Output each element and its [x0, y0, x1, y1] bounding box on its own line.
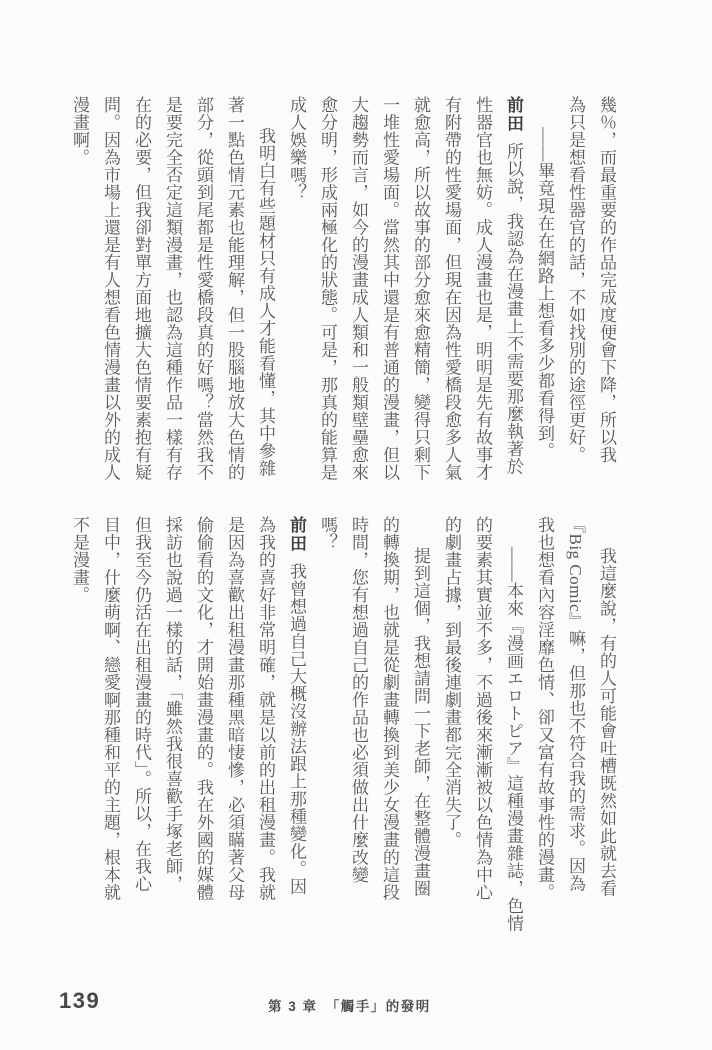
top-text-block [64, 96, 622, 490]
text-line [250, 516, 281, 910]
text-line [498, 516, 529, 932]
line-text: 我明白有些題材只有成人才能看懂，其中參雜 [256, 126, 275, 477]
line-text: 目中，什麼萌啊、戀愛啊那種和平的主題，根本就 [101, 516, 120, 901]
text-line [374, 516, 405, 910]
text-line [188, 516, 219, 910]
page-number: 139 [59, 988, 101, 1013]
dialogue-line [281, 516, 312, 910]
line-text: 成人娛樂嗎？ [287, 96, 306, 201]
chapter-title: 第 3 章 「觸手」的發明 [268, 999, 431, 1014]
line-text: 為只是想看性器官的話，不如找別的途徑更好。 [566, 96, 585, 464]
text-line [95, 96, 126, 490]
speaker-name: 前田 [287, 516, 306, 553]
line-text: 就愈高，所以故事的部分愈來愈精簡，變得只剩下 [411, 96, 430, 481]
line-text: 採訪也說過一樣的話，「雖然我很喜歡手塚老師， [163, 516, 182, 893]
line-text: ——畢竟現在在網路上想看多少都看得到。 [535, 126, 554, 460]
text-line [343, 96, 374, 490]
line-text: 為我的喜好非常明確，就是以前的出租漫畫。我就 [256, 516, 275, 901]
text-line [157, 516, 188, 910]
line-text: 我這麼說，有的人可能會吐槽既然如此就去看 [597, 546, 616, 897]
line-text: 我曾想過自己大概沒辦法跟上那種變化。因 [287, 562, 306, 895]
text-line [219, 96, 250, 490]
speaker-name: 前田 [504, 96, 523, 133]
text-line [467, 516, 498, 910]
text-line [95, 516, 126, 910]
text-line [467, 96, 498, 490]
line-text: 的轉換期，也就是從劇畫轉換到美少女漫畫的這段 [380, 516, 399, 901]
line-text: 問。因為市場上還是有人想看色情漫畫以外的成人 [101, 96, 120, 481]
text-line [591, 96, 622, 490]
text-line [560, 516, 591, 910]
line-text: 一堆性愛場面。當然其中還是有普通的漫畫，但以 [380, 96, 399, 481]
text-line [591, 516, 622, 910]
line-text: 愈分明，形成兩極化的狀態。可是，那真的能算是 [318, 96, 337, 481]
line-text: 是因為喜歡出租漫畫那種黑暗悽慘，必須瞞著父母 [225, 516, 244, 901]
line-text: 在的必要，但我卻對單方面地擴大色情要素抱有疑 [132, 96, 151, 481]
text-line [64, 516, 95, 910]
text-line [312, 96, 343, 490]
line-text: 偷偷看的文化，才開始畫漫畫的。我在外國的媒體 [194, 516, 213, 901]
line-text: 的劇畫占據，到最後連劇畫都完全消失了。 [442, 516, 461, 849]
text-line [529, 516, 560, 910]
line-text: 但我至今仍活在出租漫畫的時代」。所以，在我心 [132, 516, 151, 893]
text-line [126, 516, 157, 910]
line-text: 是要完全否定這類漫畫，也認為這種作品一樣有存 [163, 96, 182, 481]
text-line [64, 96, 95, 490]
text-line [436, 516, 467, 910]
text-line [405, 96, 436, 490]
line-text: 提到這個，我想請問一下老師，在整體漫畫圈 [411, 546, 430, 897]
line-text: 著一點色情元素也能理解，但一股腦地放大色情的 [225, 96, 244, 481]
line-text: 大趨勢而言，如今的漫畫成人類和一般類壁壘愈來 [349, 96, 368, 481]
line-text: 時間，您有想過自己的作品也必須做出什麼改變 [349, 516, 368, 884]
bottom-text-block [64, 516, 622, 932]
line-text: 所以說，我認為在漫畫上不需要那麼執著於 [504, 142, 523, 475]
line-text: 的要素其實並不多，不過後來漸漸被以色情為中心 [473, 516, 492, 901]
text-line [343, 516, 374, 910]
text-line [560, 96, 591, 490]
line-text: 性器官也無妨。成人漫畫也是，明明是先有故事才 [473, 96, 492, 481]
text-line [219, 516, 250, 910]
text-line [312, 516, 343, 910]
text-line [250, 96, 281, 490]
line-text: 『Big Comic』嘛，但那也不符合我的需求。因為 [566, 516, 585, 893]
line-text: 我也想看內容淫靡色情、卻又富有故事性的漫畫。 [535, 516, 554, 901]
line-text: ——本來『漫画エロトピア』這種漫畫雜誌，色情 [504, 546, 523, 932]
line-text: 幾％，而最重要的作品完成度便會下降，所以我 [597, 96, 616, 464]
line-text: 嗎？ [318, 516, 337, 551]
text-line [126, 96, 157, 490]
line-text: 不是漫畫。 [70, 516, 89, 604]
line-text: 部分，從頭到尾都是性愛橋段真的好嗎？當然我不 [194, 96, 213, 481]
text-line [374, 96, 405, 490]
text-line [188, 96, 219, 490]
text-line [281, 96, 312, 490]
line-text: 漫畫啊。 [70, 96, 89, 166]
text-line [436, 96, 467, 490]
text-line [157, 96, 188, 490]
dialogue-line [498, 96, 529, 490]
line-text: 有附帶的性愛場面，但現在因為性愛橋段愈多人氣 [442, 96, 461, 481]
text-line [529, 96, 560, 490]
text-line [405, 516, 436, 910]
